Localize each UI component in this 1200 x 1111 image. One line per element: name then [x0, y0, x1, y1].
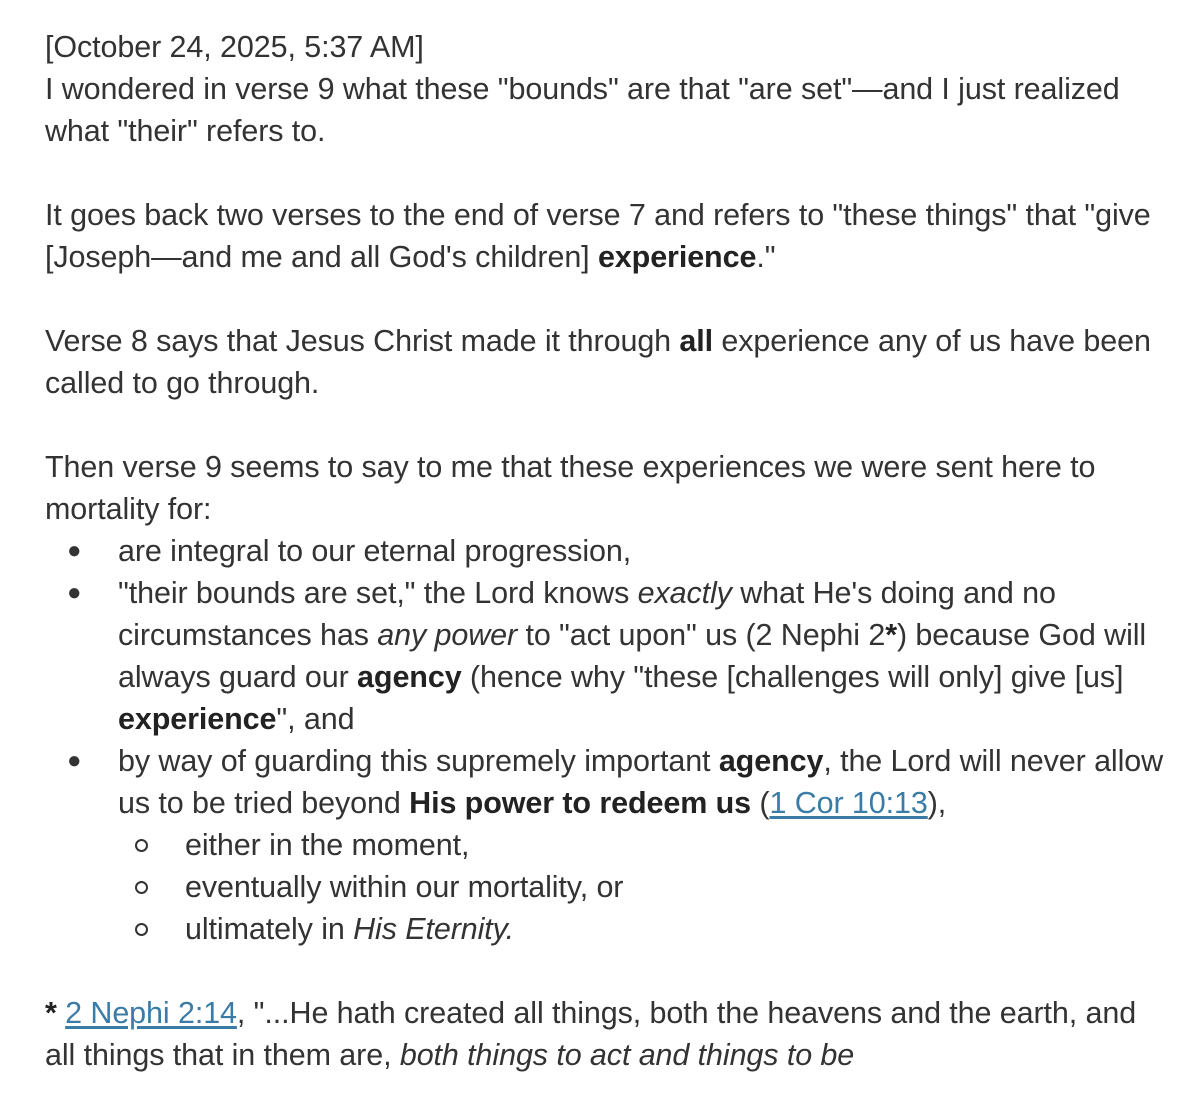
sub-list-item-3-italic: His Eternity. — [353, 912, 514, 946]
paragraph-3-text-b: experience any of us have been called to go through. — [45, 324, 1151, 400]
list-item-2-text-a: "their bounds are set," the Lord knows — [118, 576, 638, 610]
list-item-2-bold-experience: experience — [118, 702, 277, 736]
list-item-2-text-e: (hence why "these [challenges will only] give [us] — [461, 660, 1124, 694]
list-item — [45, 740, 1165, 950]
list-item-2-bold-agency: agency — [357, 660, 462, 694]
sub-list-item-3-text: ultimately in — [185, 912, 354, 946]
bullet-dot-icon: ● — [67, 747, 82, 774]
footnote-text: , "...He hath created all things, both the heavens and the earth, and all things that in them are, — [45, 996, 1137, 1072]
list-item-2-text-d: ) because God will always guard our — [118, 618, 1147, 694]
list-item-2-text-c: to "act upon" us (2 Nephi 2 — [517, 618, 886, 652]
note-document — [45, 26, 1165, 1076]
list-item-3-text-c: ( — [751, 786, 770, 820]
list-item-1-text: are integral to our eternal progression, — [118, 534, 632, 568]
bullet-dot-icon: ● — [67, 537, 82, 564]
list-item-2-text-f: ", and — [276, 702, 355, 736]
list-item-2-italic-exactly: exactly — [637, 576, 732, 610]
link-1-cor-10-13[interactable]: 1 Cor 10:13 — [769, 786, 928, 820]
footnote-asterisk: * — [45, 996, 57, 1030]
list-item-3-text-a: by way of guarding this supremely important — [118, 744, 719, 778]
list-item-3-text-b: , the Lord will never allow us to be tried beyond — [118, 744, 1164, 820]
link-2-nephi-2-14[interactable]: 2 Nephi 2:14 — [65, 996, 237, 1030]
bullet-dot-icon: ● — [67, 579, 82, 606]
timestamp: [October 24, 2025, 5:37 AM] — [45, 30, 424, 64]
footnote — [45, 992, 1165, 1076]
list-item-3-text-d: ), — [927, 786, 947, 820]
footnote-italic: both things to act and things to be — [399, 1038, 855, 1072]
sub-list-item-2-text: eventually within our mortality, or — [185, 870, 624, 904]
paragraph-2-text-b: ." — [756, 240, 776, 274]
list-item — [45, 530, 1165, 572]
paragraph-2-bold-experience: experience — [597, 240, 757, 274]
list-item-2-text-b: what He's doing and no circumstances has — [118, 576, 1056, 652]
hollow-circle-bullet-icon — [135, 881, 148, 894]
sub-list-item — [118, 824, 1165, 866]
paragraph-1: I wondered in verse 9 what these "bounds" are that "are set"—and I just realized what "their" refers to. — [45, 72, 1120, 148]
hollow-circle-bullet-icon — [135, 923, 148, 936]
list-item — [45, 572, 1165, 740]
paragraph-2 — [45, 194, 1165, 278]
paragraph-3-text-a: Verse 8 says that Jesus Christ made it through — [45, 324, 680, 358]
sub-list-item-1-text: either in the moment, — [185, 828, 470, 862]
bullet-list — [45, 530, 1165, 950]
paragraph-3-bold-all: all — [679, 324, 714, 358]
sub-list-item — [118, 908, 1165, 950]
paragraph-3 — [45, 320, 1165, 404]
hollow-circle-bullet-icon — [135, 839, 148, 852]
sub-bullet-list — [118, 824, 1165, 950]
list-item-2-asterisk: * — [885, 618, 897, 652]
list-item-3-bold-redeem: His power to redeem us — [409, 786, 752, 820]
paragraph-4: Then verse 9 seems to say to me that these experiences we were sent here to mortality for: — [45, 450, 1096, 526]
sub-list-item — [118, 866, 1165, 908]
list-item-3-bold-agency: agency — [718, 744, 824, 778]
paragraph-2-text-a: It goes back two verses to the end of verse 7 and refers to "these things" that "give [Joseph—and me and all God's children] — [45, 198, 1151, 274]
list-item-2-italic-any-power: any power — [377, 618, 518, 652]
